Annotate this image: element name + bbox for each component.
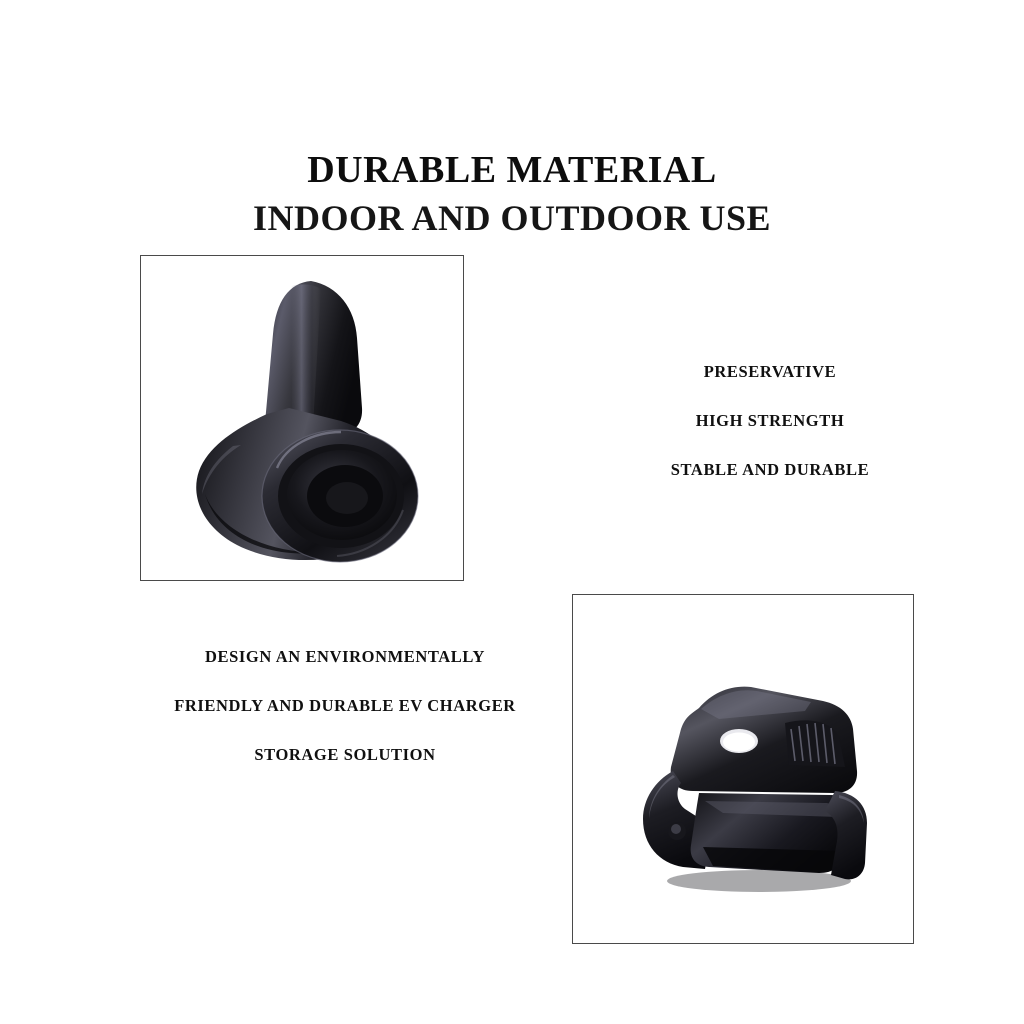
- feature-item: PRESERVATIVE: [703, 362, 837, 381]
- tagline-line: DESIGN AN ENVIRONMENTALLY: [205, 647, 485, 666]
- ev-charger-holster-icon: [141, 256, 463, 580]
- page-title-line-2: INDOOR AND OUTDOOR USE: [252, 198, 772, 238]
- product-image-bottom-frame: [572, 594, 914, 944]
- ev-charger-cable-clamp-icon: [573, 595, 913, 943]
- feature-list: [560, 362, 980, 509]
- feature-item: HIGH STRENGTH: [695, 411, 845, 430]
- tagline-line: STORAGE SOLUTION: [254, 745, 436, 764]
- feature-item: STABLE AND DURABLE: [670, 460, 870, 479]
- tagline-block: [110, 647, 580, 794]
- page-title-line-1: DURABLE MATERIAL: [307, 149, 717, 191]
- product-image-top-frame: [140, 255, 464, 581]
- tagline-line: FRIENDLY AND DURABLE EV CHARGER: [174, 696, 516, 715]
